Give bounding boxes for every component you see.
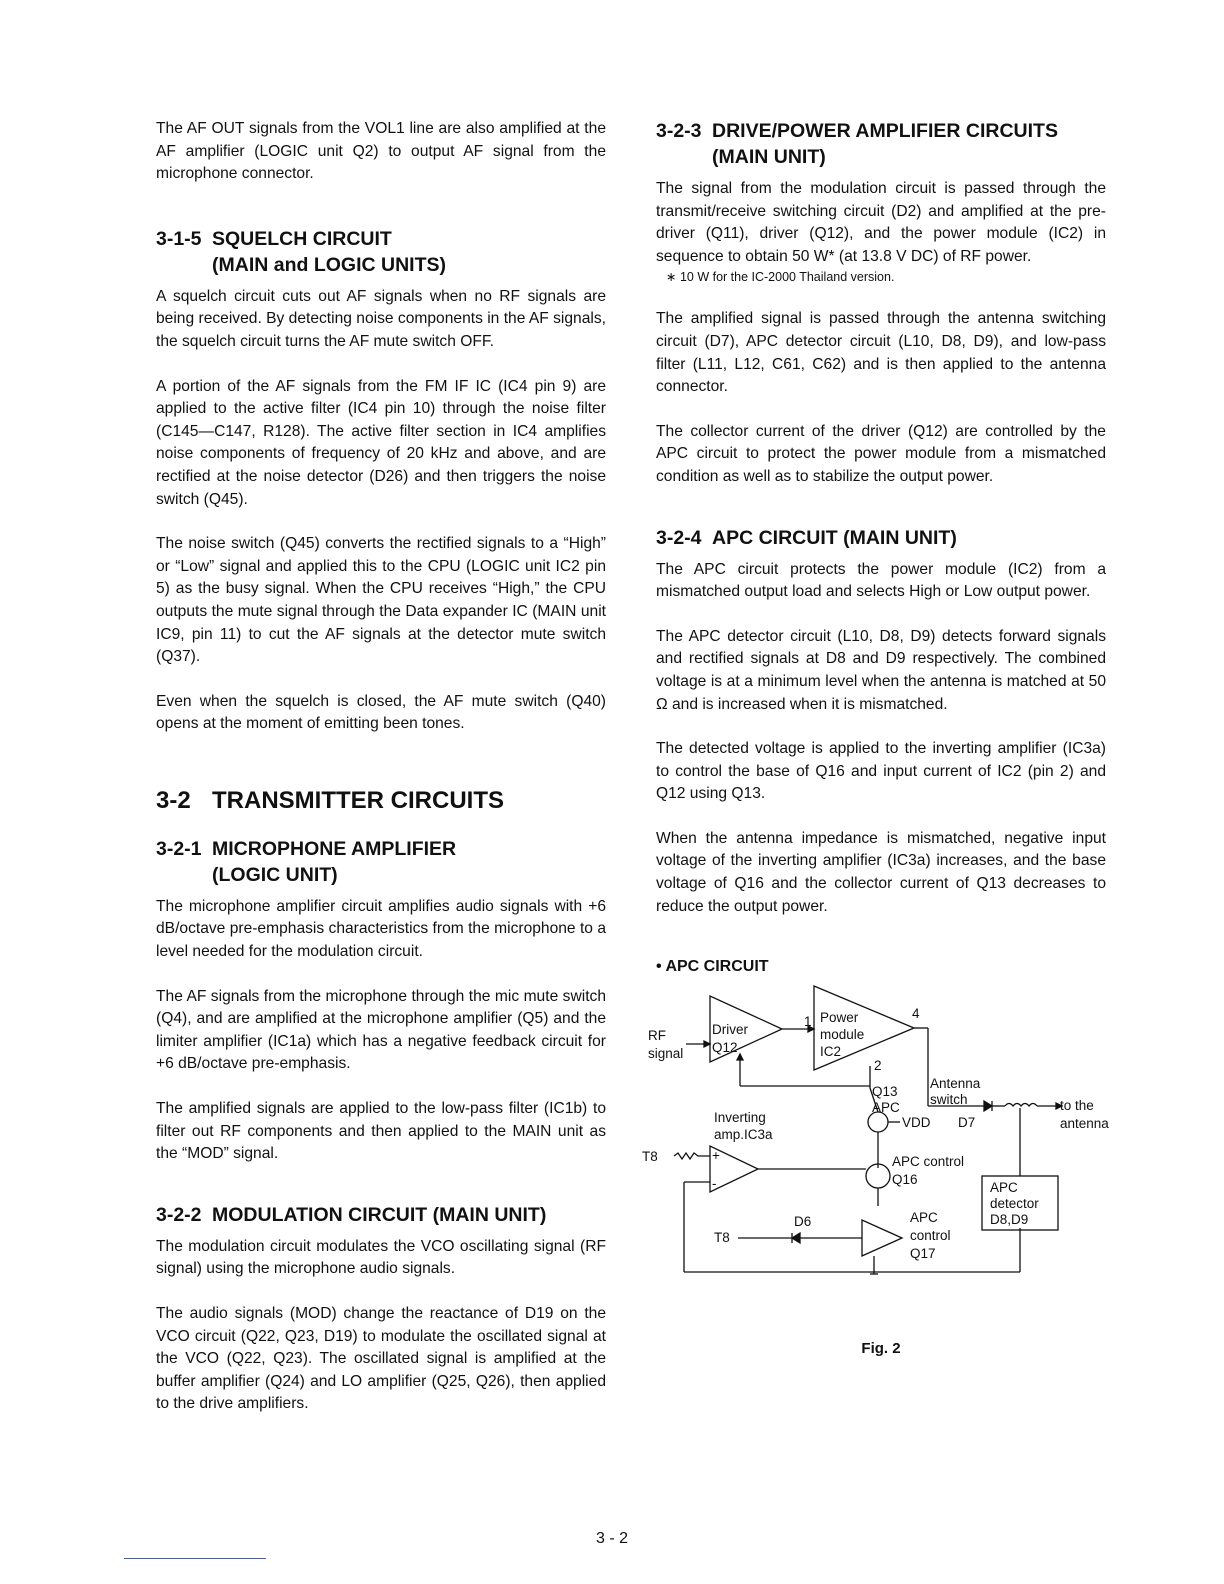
mic-amp-paragraph-1: The microphone amplifier circuit amplifies audio signals with +6 dB/octave pre-emphasis characteristics from the microphone to a level needed for the modulation circuit.	[156, 897, 606, 961]
squelch-paragraph-3: The noise switch (Q45) converts the rectified signals to a “High” or “Low” signal and applied this to the CPU (LOGIC unit IC2 pin 5) as the busy signal. When the CPU receives “High,” the CPU outputs the mute signal through the Data expander IC (MAIN unit IC9, pin 11) to cut the AF signals at the detector mute switch (Q37).	[156, 535, 606, 666]
heading-3-1-5	[156, 226, 606, 278]
label-pin-2: 2	[874, 1058, 882, 1074]
label-amp-ic3a: amp.IC3a	[714, 1127, 773, 1143]
heading-title-continued: (LOGIC UNIT)	[212, 863, 338, 886]
label-apc-detector-2: detector	[990, 1196, 1039, 1212]
label-module: module	[820, 1027, 865, 1043]
heading-3-2-1	[156, 836, 606, 888]
label-apc-detector-1: APC	[990, 1180, 1018, 1196]
apc-paragraph-2: The APC detector circuit (L10, D8, D9) detects forward signals and rectified signals at D8 and D9 respectively. The combined voltage is at a minimum level when the antenna is matched at 50 Ω and is increased when it is mismatched.	[656, 627, 1106, 713]
label-q16: Q16	[892, 1172, 918, 1188]
apc-control-q17-triangle	[862, 1220, 902, 1256]
heading-title-continued: (MAIN and LOGIC UNITS)	[212, 253, 446, 276]
heading-title: MICROPHONE AMPLIFIER	[212, 837, 457, 860]
heading-number: 3-2-4	[656, 526, 702, 549]
label-apc-q17: APC	[910, 1210, 938, 1226]
label-d6: D6	[794, 1214, 812, 1230]
heading-title: SQUELCH CIRCUIT	[212, 227, 392, 250]
drive-power-paragraph-2: The amplified signal is passed through the antenna switching circuit (D7), APC detector circuit (L10, D8, D9), and low-pass filter (L11, L12, C61, C62) and is then applied to the antenna connector.	[656, 310, 1106, 396]
mic-amp-paragraph-3: The amplified signals are applied to the low-pass filter (IC1b) to filter out RF components and then applied to the MAIN unit as the “MOD” signal.	[156, 1100, 606, 1163]
label-t8-top: T8	[642, 1149, 658, 1165]
heading-3-2-3	[656, 118, 1106, 170]
label-antenna-output: antenna	[1060, 1116, 1109, 1132]
heading-3-2-4	[656, 525, 1106, 551]
label-plus: +	[712, 1148, 720, 1164]
drive-power-paragraph-1: The signal from the modulation circuit is passed through the transmit/receive switching circuit (D2) and amplified at the pre-driver (Q11), driver (Q12), and the power module (IC2) in sequence to obtain 50 W* (at 13.8 V DC) of RF power.	[656, 180, 1106, 265]
heading-3-2	[156, 786, 606, 816]
figure-caption: Fig. 2	[861, 1340, 901, 1358]
heading-title-continued: (MAIN UNIT)	[712, 146, 826, 168]
label-power: Power	[820, 1010, 859, 1026]
thailand-footnote: ∗ 10 W for the IC-2000 Thailand version.	[666, 270, 895, 285]
apc-paragraph-1: The APC circuit protects the power module (IC2) from a mismatched output load and selects High or Low output power.	[656, 560, 1106, 601]
label-to-the: to the	[1060, 1098, 1094, 1114]
label-inverting: Inverting	[714, 1110, 766, 1126]
label-vdd: VDD	[902, 1115, 931, 1131]
heading-number: 3-2-2	[156, 1203, 202, 1226]
apc-paragraph-3: The detected voltage is applied to the inverting amplifier (IC3a) to control the base of Q16 and input current of IC2 (pin 2) and Q12 using Q13.	[656, 740, 1106, 803]
label-q12: Q12	[712, 1040, 738, 1056]
apc-schematic	[642, 996, 1109, 1326]
label-t8-bottom: T8	[714, 1230, 730, 1246]
label-pin-1: 1	[804, 1014, 812, 1030]
drive-power-paragraph-3: The collector current of the driver (Q12) are controlled by the APC circuit to protect the power module from a mismatched condition as well as to stabilize the output power.	[656, 422, 1106, 485]
footer-rule	[124, 1558, 266, 1559]
heading-title: APC CIRCUIT (MAIN UNIT)	[712, 526, 957, 549]
heading-number: 3-1-5	[156, 227, 202, 250]
section-title: TRANSMITTER CIRCUITS	[212, 786, 504, 814]
right-column	[642, 118, 1109, 1358]
label-antenna: Antenna	[930, 1076, 981, 1092]
modulation-paragraph-1: The modulation circuit modulates the VCO oscillating signal (RF signal) using the microphone audio signals.	[156, 1237, 606, 1278]
label-control: control	[910, 1228, 951, 1244]
label-apc-control: APC control	[892, 1154, 965, 1170]
label-driver: Driver	[712, 1022, 748, 1038]
label-d7: D7	[958, 1115, 976, 1131]
heading-3-2-2	[156, 1202, 606, 1228]
label-apc: APC	[872, 1100, 900, 1116]
label-rf: RF	[648, 1028, 666, 1044]
section-number: 3-2	[156, 786, 191, 814]
apc-paragraph-4: When the antenna impedance is mismatched, negative input voltage of the inverting amplifier (IC3a) increases, and the base voltage of Q16 and the collector current of Q13 decreases to reduce the output power.	[656, 829, 1106, 915]
heading-title: DRIVE/POWER AMPLIFIER CIRCUITS	[712, 120, 1058, 142]
label-apc-detector-3: D8,D9	[990, 1212, 1029, 1228]
label-switch: switch	[930, 1092, 968, 1108]
label-q13: Q13	[872, 1084, 898, 1100]
squelch-paragraph-2: A portion of the AF signals from the FM IF IC (IC4 pin 9) are applied to the active filter (IC4 pin 10) through the noise filter (C145—C147, R128). The active filter section in IC4 amplifies noise components of frequency of 20 kHz and above, and are rectified at the noise detector (D26) and then triggers the noise switch (Q45).	[156, 377, 606, 508]
squelch-paragraph-1: A squelch circuit cuts out AF signals when no RF signals are being received. By detecting noise components in the AF signals, the squelch circuit turns the AF mute switch OFF.	[156, 287, 606, 350]
left-column	[156, 118, 606, 1416]
heading-number: 3-2-3	[656, 120, 702, 142]
label-minus: -	[712, 1176, 717, 1192]
label-pin-4: 4	[912, 1006, 920, 1022]
page-number: 3 - 2	[595, 1530, 628, 1547]
squelch-paragraph-4: Even when the squelch is closed, the AF mute switch (Q40) opens at the moment of emitting been tones.	[156, 692, 606, 733]
heading-title: MODULATION CIRCUIT (MAIN UNIT)	[212, 1203, 547, 1226]
af-out-paragraph: The AF OUT signals from the VOL1 line are also amplified at the AF amplifier (LOGIC unit Q2) to output AF signal from the microphone connector.	[156, 120, 606, 183]
heading-number: 3-2-1	[156, 837, 202, 860]
modulation-paragraph-2: The audio signals (MOD) change the reactance of D19 on the VCO circuit (Q22, Q23, D19) to modulate the oscillated signal at the VCO (Q22, Q23). The oscillated signal is amplified at the buffer amplifier (Q24) and LO amplifier (Q25, Q26), then applied to the drive amplifiers.	[156, 1305, 606, 1413]
apc-circuit-heading: • APC CIRCUIT	[656, 958, 769, 976]
mic-amp-paragraph-2: The AF signals from the microphone through the mic mute switch (Q4), and are amplified at the microphone amplifier (Q5) and the limiter amplifier (IC1a) which has a negative feedback circuit for +6 dB/octave pre-emphasis.	[156, 987, 606, 1073]
label-ic2: IC2	[820, 1044, 842, 1060]
label-q17: Q17	[910, 1246, 936, 1262]
apc-circuit-diagram	[642, 996, 1109, 1336]
label-signal: signal	[648, 1046, 684, 1062]
